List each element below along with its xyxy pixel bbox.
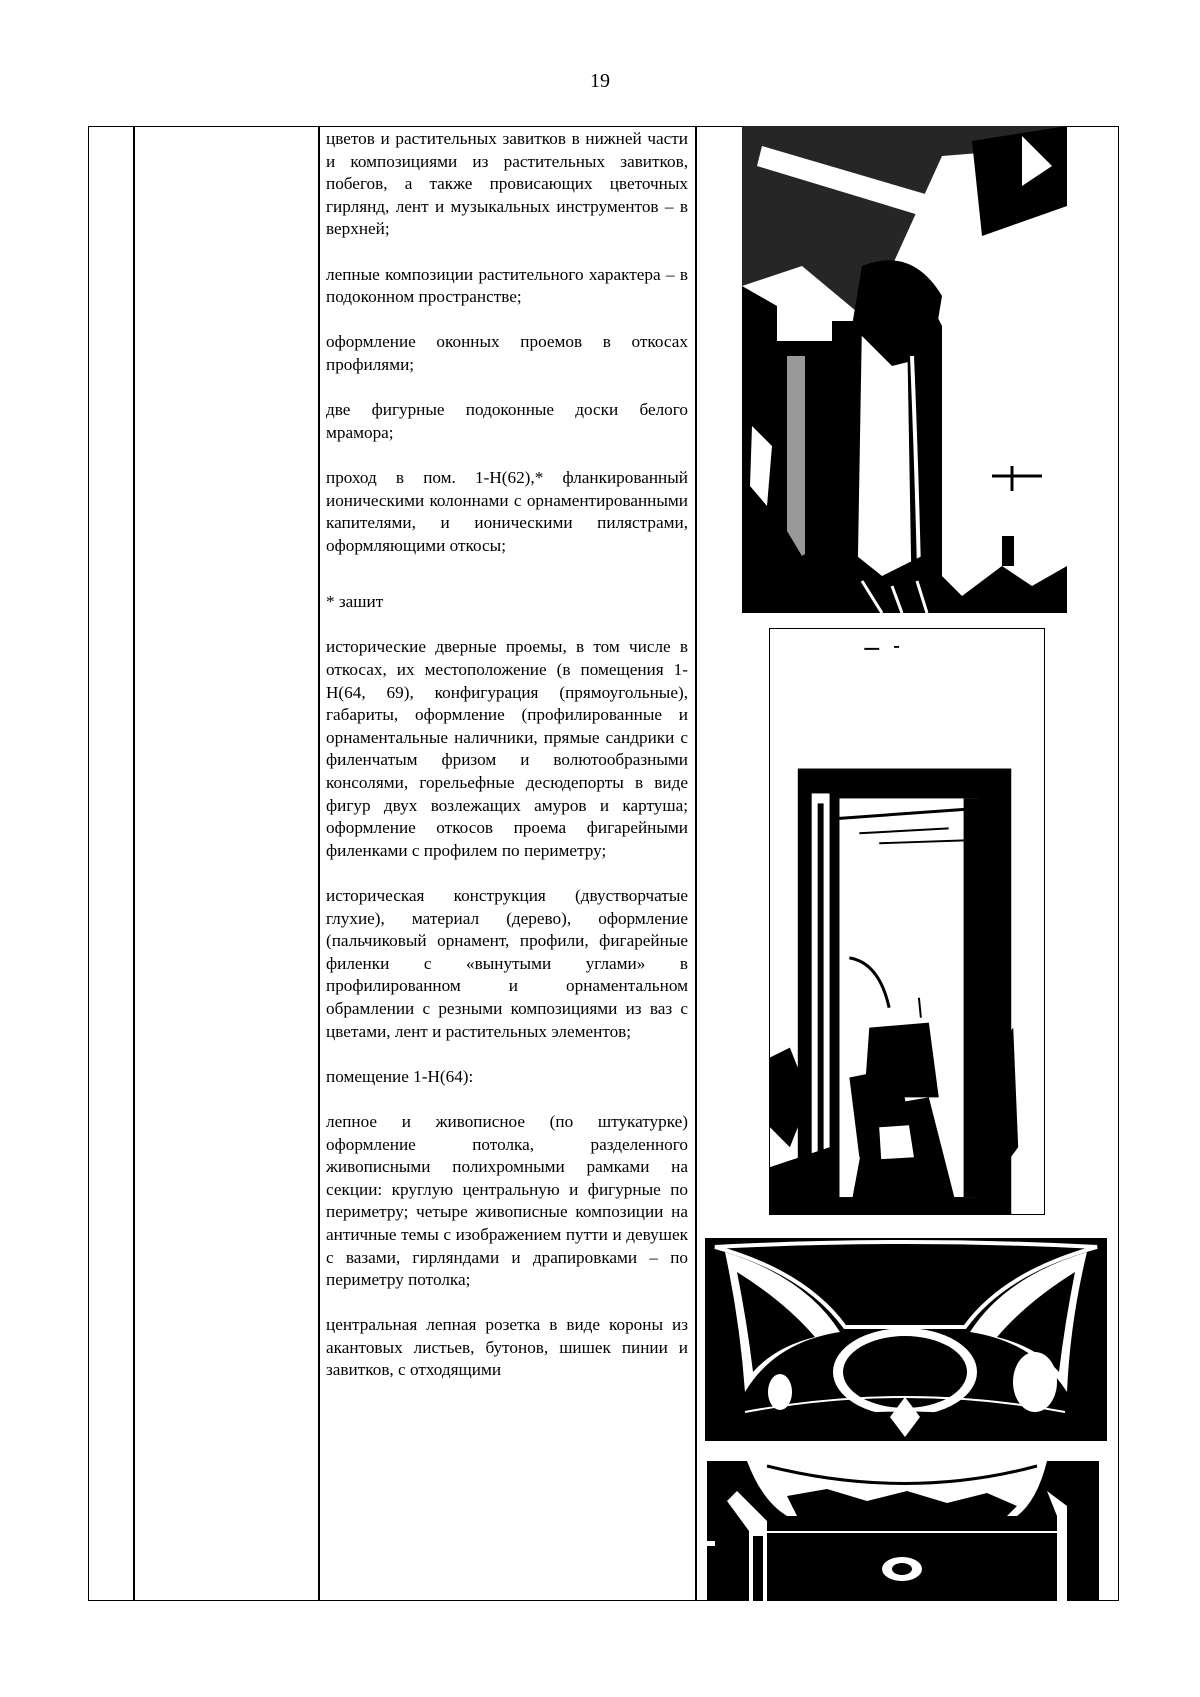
text-paragraph: цветов и растительных завитков в нижней части и композициями из растительных завитков, побегов, а также провисающих цветочных гирлянд, лент и музыкальных инструментов – в верхней; bbox=[326, 129, 688, 239]
column-divider bbox=[695, 127, 697, 1600]
text-paragraph: лепные композиции растительного характера – в подоконном пространстве; bbox=[326, 264, 688, 307]
text-paragraph: проход в пом. 1-Н(62),* фланкированный ионическими колоннами с орнаментированными капителями, и ионическими пилястрами, оформляющими откосы; bbox=[326, 467, 688, 555]
description-column bbox=[326, 128, 688, 1382]
column-divider bbox=[133, 127, 135, 1600]
column-divider bbox=[318, 127, 320, 1600]
text-paragraph: оформление оконных проемов в откосах профилями; bbox=[326, 332, 688, 374]
text-paragraph: две фигурные подоконные доски белого мрамора; bbox=[326, 400, 688, 442]
text-paragraph: центральная лепная розетка в виде короны из акантовых листьев, бутонов, шишек пинии и завитков, с отходящими bbox=[326, 1315, 688, 1380]
photo-window-interior bbox=[742, 126, 1067, 613]
text-paragraph: помещение 1-Н(64): bbox=[326, 1066, 474, 1086]
photo-doorway bbox=[769, 628, 1045, 1215]
text-paragraph: исторические дверные проемы, в том числе в откосах, их местоположение (в помещения 1-Н(64, 69), конфигурация (прямоугольные), габариты, оформление (профилированные и орнаментальные наличники, прямые сандрики с филенчатым фризом и волютообразными консолями, горельефные десюдепорты в виде фигур двух возлежащих амуров и картуша; оформление откосов проема фигарейными филенками с профилем по периметру; bbox=[326, 637, 688, 860]
photo-ceiling-oval bbox=[705, 1232, 1107, 1441]
photo-ceiling-rosette bbox=[707, 1461, 1099, 1601]
text-paragraph: лепное и живописное (по штукатурке) оформление потолка, разделенного живописными полихромными рамками на секции: круглую центральную и фигурные по периметру; четыре живописные композиции на античные темы с изображением путти и девушек с вазами, гирляндами и драпировками – по периметру потолка; bbox=[326, 1111, 688, 1290]
footnote-text: * зашит bbox=[326, 592, 384, 612]
page-number: 19 bbox=[590, 70, 610, 92]
text-paragraph: историческая конструкция (двустворчатые глухие), материал (дерево), оформление (пальчиковый орнамент, профили, фигарейные филенки с «вынутыми углами» в профилированном и орнаментальном обрамлении с резными композициями из ваз с цветами, лент и растительных элементов; bbox=[326, 886, 688, 1041]
